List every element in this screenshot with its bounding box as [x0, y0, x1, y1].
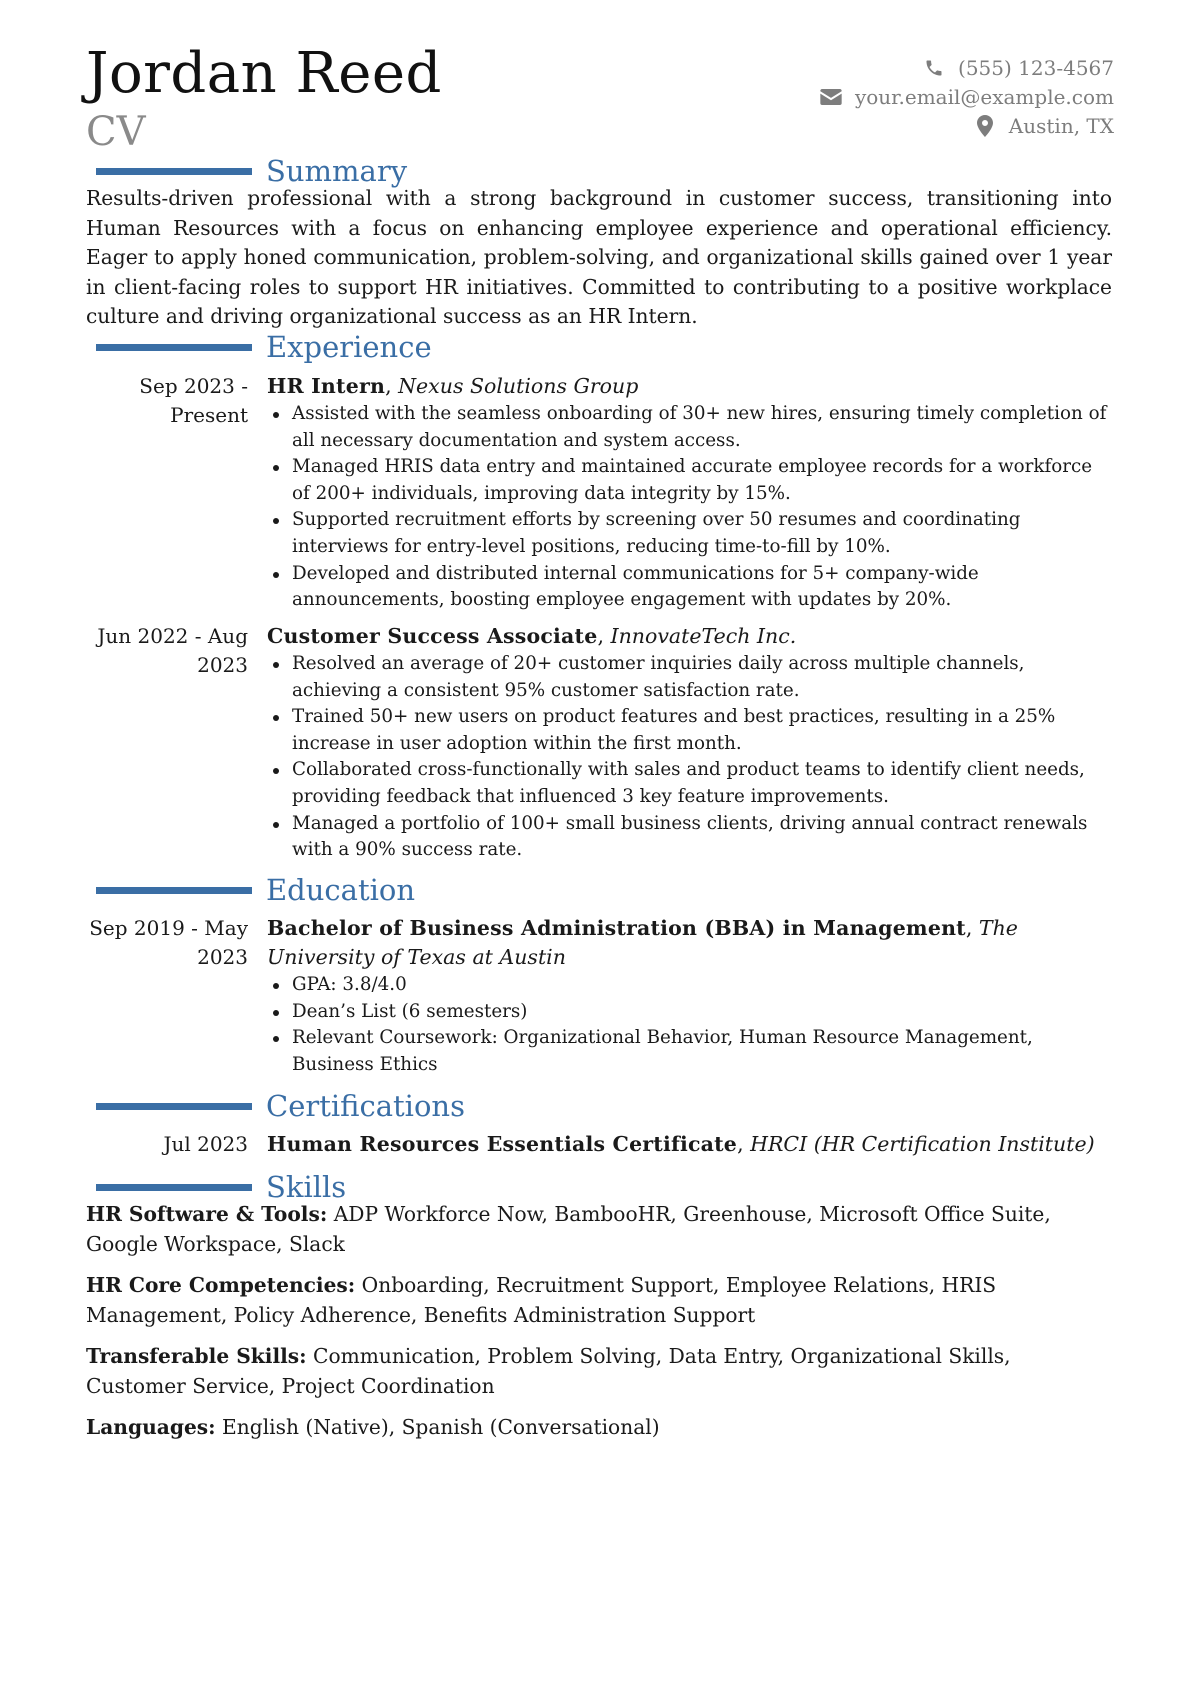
skill-group: [86, 1342, 1116, 1401]
section-title: Certifications: [266, 1089, 465, 1123]
job-role: Customer Success Associate: [267, 624, 598, 648]
contact-phone: [819, 53, 1114, 82]
entry-body: [267, 622, 1112, 864]
skill-label: HR Core Competencies:: [86, 1273, 356, 1297]
skill-value: ADP Workforce Now, BambooHR, Greenhouse, Microsoft Office Suite, Google Workspace, Slack: [86, 1202, 1051, 1256]
skill-label: Transferable Skills:: [86, 1344, 307, 1368]
bullet-list: [267, 401, 1112, 614]
document-subtitle: CV: [86, 109, 146, 155]
entry-body: [267, 914, 1112, 1078]
skill-label: HR Software & Tools:: [86, 1202, 328, 1226]
certificate-issuer: HRCI (HR Certification Institute): [750, 1132, 1095, 1156]
degree-name: Bachelor of Business Administration (BBA) in Management: [267, 916, 966, 940]
entry-heading: Human Resources Essentials Certificate, HRCI (HR Certification Institute): [267, 1132, 1095, 1156]
list-item: Resolved an average of 20+ customer inquiries daily across multiple channels, achieving a consistent 95% customer satisfaction rate.: [267, 651, 1112, 704]
skill-label: Languages:: [86, 1415, 216, 1439]
candidate-name: Jordan Reed: [86, 41, 442, 106]
list-item: Managed HRIS data entry and maintained accurate employee records for a workforce of 200+ individuals, improving data integrity by 15%.: [267, 454, 1112, 507]
section-rule: [96, 887, 252, 894]
school-name: The University of Texas at Austin: [267, 916, 1018, 969]
entry-body: [267, 372, 1112, 614]
entry-heading: Customer Success Associate, InnovateTech Inc.: [267, 624, 797, 648]
entry-date: Sep 2023 - Present: [139, 374, 248, 427]
section-rule: [96, 168, 252, 175]
section-title: Experience: [266, 330, 432, 364]
section-title: Summary: [266, 154, 408, 188]
skill-group: [86, 1413, 1116, 1443]
location-text: Austin, TX: [1008, 113, 1114, 138]
skill-value: English (Native), Spanish (Conversational): [222, 1415, 660, 1439]
entry-date: Jul 2023: [163, 1132, 248, 1156]
list-item: Developed and distributed internal communications for 5+ company-wide announcements, boosting employee engagement with updates by 20%.: [267, 561, 1112, 614]
entry-heading: Bachelor of Business Administration (BBA) in Management, The University of Texas at Austin: [267, 916, 1018, 969]
contact-email: [819, 82, 1114, 111]
list-item: Dean’s List (6 semesters): [267, 999, 1112, 1026]
section-heading-skills: [96, 1170, 346, 1204]
map-marker-icon: [973, 115, 997, 137]
section-title: Skills: [266, 1170, 347, 1204]
contact-block: [819, 53, 1114, 140]
skill-value: Communication, Problem Solving, Data Entry, Organizational Skills, Customer Service, Project Coordination: [86, 1344, 1011, 1398]
envelope-icon: [819, 86, 843, 108]
job-company: InnovateTech Inc.: [610, 624, 797, 648]
bullet-list: [267, 651, 1112, 864]
section-heading-certifications: [96, 1089, 465, 1123]
contact-location: [819, 111, 1114, 140]
list-item: GPA: 3.8/4.0: [267, 972, 1112, 999]
section-heading-education: [96, 873, 415, 907]
section-heading-summary: [96, 154, 407, 188]
section-heading-experience: [96, 330, 432, 364]
section-rule: [96, 344, 252, 351]
section-title: Education: [266, 873, 416, 907]
list-item: Relevant Coursework: Organizational Behavior, Human Resource Management, Business Ethics: [267, 1025, 1112, 1078]
list-item: Collaborated cross-functionally with sales and product teams to identify client needs, providing feedback that influenced 3 key feature improvements.: [267, 757, 1112, 810]
list-item: Supported recruitment efforts by screening over 50 resumes and coordinating interviews for entry-level positions, reducing time-to-fill by 10%.: [267, 507, 1112, 560]
email-link[interactable]: your.email@example.com: [854, 84, 1114, 109]
entry-body: [267, 1130, 1112, 1159]
job-role: HR Intern: [267, 374, 386, 398]
entry-heading: HR Intern, Nexus Solutions Group: [267, 374, 639, 398]
entry-date: Sep 2019 - May 2023: [89, 916, 248, 969]
phone-icon: [922, 57, 946, 79]
bullet-list: [267, 972, 1112, 1078]
list-item: Trained 50+ new users on product features and best practices, resulting in a 25% increase in user adoption within the first month.: [267, 704, 1112, 757]
job-company: Nexus Solutions Group: [398, 374, 639, 398]
summary-text: Results-driven professional with a strong background in customer success, transitioning into Human Resources with a focus on enhancing employee experience and operational efficiency. Eager to apply honed communication, problem-solving, and organizational skills gained over 1 year in client-facing roles to support HR initiatives. Committed to contributing to a positive workplace culture and driving organizational success as an HR Intern.: [86, 186, 1112, 328]
list-item: Managed a portfolio of 100+ small business clients, driving annual contract renewals with a 90% success rate.: [267, 811, 1112, 864]
skill-group: [86, 1200, 1116, 1259]
section-rule: [96, 1103, 252, 1110]
list-item: Assisted with the seamless onboarding of 30+ new hires, ensuring timely completion of all necessary documentation and system access.: [267, 401, 1112, 454]
skill-value: Onboarding, Recruitment Support, Employee Relations, HRIS Management, Policy Adherence, Benefits Administration Support: [86, 1273, 997, 1327]
section-rule: [96, 1184, 252, 1191]
certificate-name: Human Resources Essentials Certificate: [267, 1132, 738, 1156]
skill-group: [86, 1271, 1116, 1330]
phone-text[interactable]: (555) 123-4567: [958, 55, 1114, 80]
entry-date: Jun 2022 - Aug 2023: [97, 624, 248, 677]
